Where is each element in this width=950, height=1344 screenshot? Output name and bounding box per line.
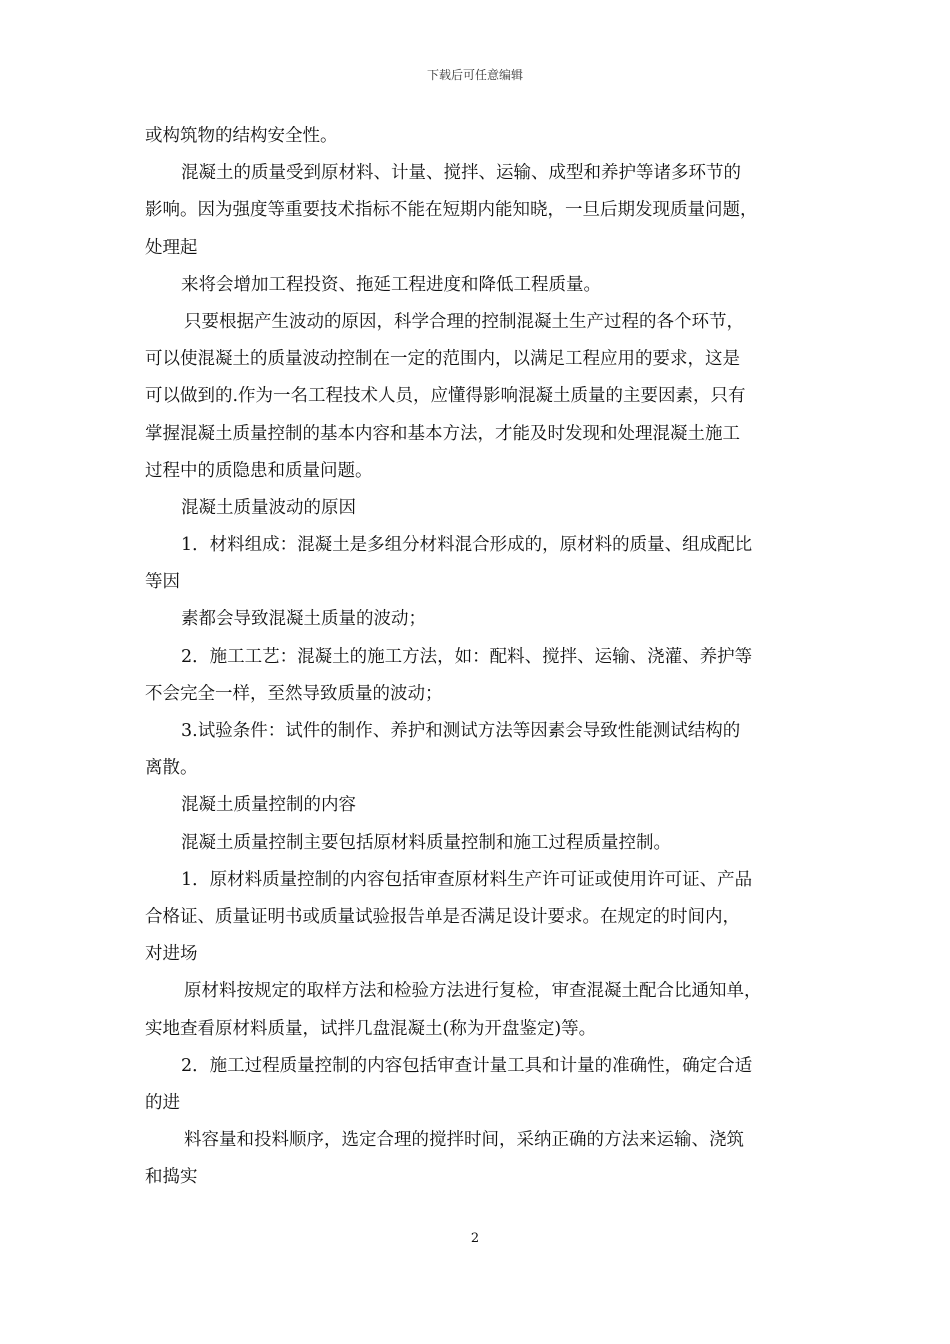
text-line: 和捣实 — [145, 1167, 198, 1188]
text-line: 混凝土质量控制主要包括原材料质量控制和施工过程质量控制。 — [181, 832, 671, 853]
text-line: 原材料按规定的取样方法和检验方法进行复检，审查混凝土配合比通知单， — [184, 981, 762, 1002]
text-line: 料容量和投料顺序，选定合理的搅拌时间，采纳正确的方法来运输、浇筑 — [184, 1130, 744, 1151]
section-heading: 混凝土质量波动的原因 — [181, 497, 356, 518]
text-line: 掌握混凝土质量控制的基本内容和基本方法，才能及时发现和处理混凝土施工 — [145, 423, 740, 444]
page-header: 下载后可任意编辑 — [426, 68, 523, 82]
text-line: 合格证、质量证明书或质量试验报告单是否满足设计要求。在规定的时间内， — [145, 906, 740, 927]
text-line: 混凝土的质量受到原材料、计量、搅拌、运输、成型和养护等诸多环节的 — [181, 163, 741, 184]
text-line: 或构筑物的结构安全性。 — [145, 126, 338, 146]
section-heading: 混凝土质量控制的内容 — [181, 795, 356, 816]
text-line: 2．施工过程质量控制的内容包括审查计量工具和计量的准确性，确定合适 — [181, 1055, 753, 1076]
text-line: 等因 — [145, 572, 180, 593]
body-text — [145, 118, 810, 1196]
text-line: 对进场 — [145, 944, 198, 965]
text-line: 来将会增加工程投资、拖延工程进度和降低工程质量。 — [181, 274, 601, 295]
text-line: 处理起 — [145, 237, 198, 258]
text-line: 影响。因为强度等重要技术指标不能在短期内能知晓，一旦后期发现质量问题， — [145, 200, 758, 221]
text-line: 2．施工工艺：混凝土的施工方法，如：配料、搅拌、运输、浇灌、养护等 — [181, 646, 753, 667]
text-line: 1．原材料质量控制的内容包括审查原材料生产许可证或使用许可证、产品 — [181, 869, 753, 890]
text-line: 只要根据产生波动的原因，科学合理的控制混凝土生产过程的各个环节， — [184, 311, 744, 332]
text-line: 实地查看原材料质量，试拌几盘混凝土(称为开盘鉴定)等。 — [145, 1018, 597, 1039]
text-line: 的进 — [145, 1092, 180, 1113]
text-line: 3.试验条件：试件的制作、养护和测试方法等因素会导致性能测试结构的 — [181, 721, 741, 741]
text-line: 1．材料组成：混凝土是多组分材料混合形成的，原材料的质量、组成配比 — [181, 535, 753, 556]
text-line: 过程中的质隐患和质量问题。 — [145, 460, 373, 481]
text-line: 可以使混凝土的质量波动控制在一定的范围内，以满足工程应用的要求，这是 — [145, 349, 740, 370]
text-line: 可以做到的.作为一名工程技术人员，应懂得影响混凝土质量的主要因素，只有 — [145, 386, 746, 407]
text-line: 素都会导致混凝土质量的波动； — [181, 609, 426, 630]
text-line: 不会完全一样，至然导致质量的波动； — [145, 683, 443, 704]
page-number: 2 — [470, 1231, 480, 1246]
text-line: 离散。 — [145, 758, 198, 779]
